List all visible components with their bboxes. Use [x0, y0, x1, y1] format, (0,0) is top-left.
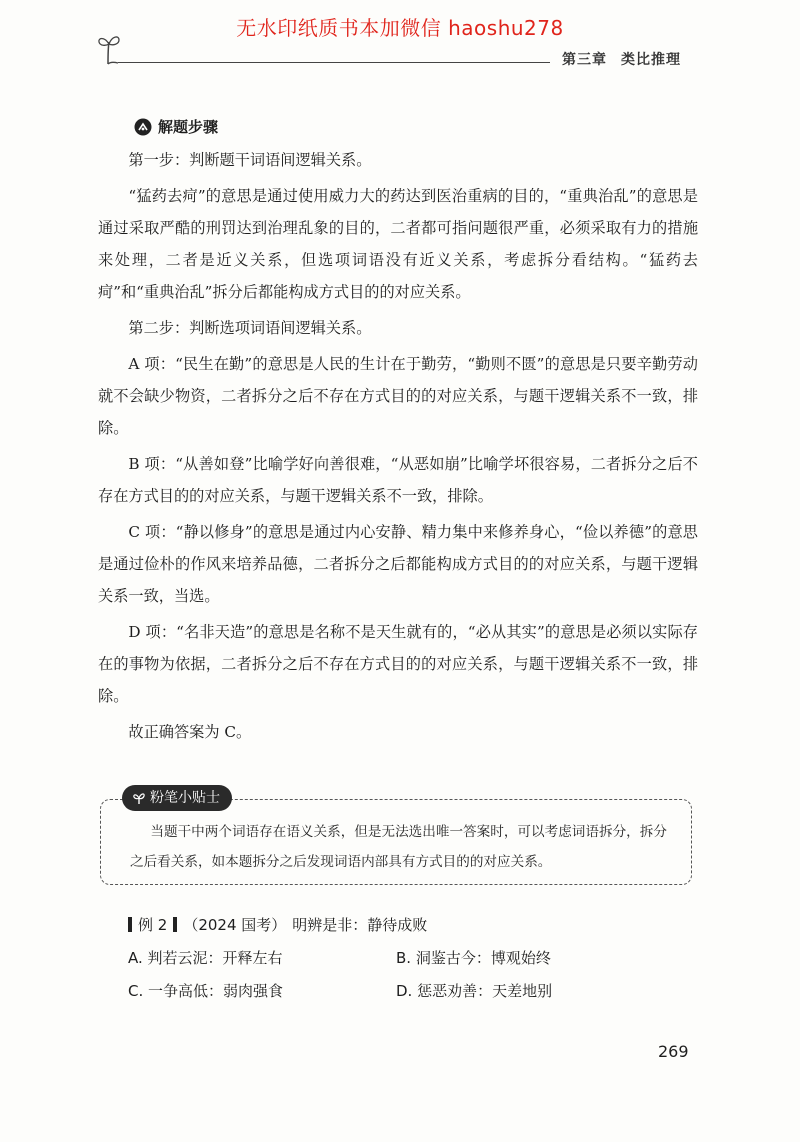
option-b: B. 洞鉴古今：博观始终	[396, 949, 551, 967]
option-d-analysis: D 项：“名非天造”的意思是名称不是天生就有的，“必从其实”的意思是必须以实际存在的事物为依据，二者拆分之后不存在方式目的的对应关系，与题干逻辑关系不一致，排除。	[98, 623, 698, 705]
tip-label	[122, 785, 232, 811]
example-question	[128, 914, 688, 1001]
example-header	[128, 914, 688, 935]
tip-label-text: 粉笔小贴士	[150, 790, 220, 806]
header-rule	[118, 62, 550, 63]
example-number: 例 2	[138, 916, 168, 934]
option-a: A. 判若云泥：开释左右	[128, 949, 283, 967]
watermark-text: 无水印纸质书本加微信 haoshu278	[236, 16, 564, 40]
answer-statement: 故正确答案为 C。	[128, 723, 252, 741]
chapter-label: 第三章	[562, 52, 607, 68]
chapter-header	[562, 49, 681, 69]
option-b-analysis: B 项：“从善如登”比喻学好向善很难，“从恶如崩”比喻学坏很容易，二者拆分之后不存在方式目的的对应关系，与题干逻辑关系不一致，排除。	[98, 455, 698, 505]
bar-marker-icon	[128, 917, 132, 932]
option-c: C. 一争高低：弱肉强食	[128, 982, 284, 1000]
example-options	[128, 947, 688, 1001]
section-title	[134, 116, 218, 137]
solution-icon	[134, 118, 152, 136]
option-a-analysis: A 项：“民生在勤”的意思是人民的生计在于勤劳，“勤则不匮”的意思是只要辛勤劳动就不会缺少物资，二者拆分之后不存在方式目的的对应关系，与题干逻辑关系不一致，排除。	[98, 355, 698, 437]
step-two: 第二步：判断选项词语间逻辑关系。	[128, 319, 372, 337]
page-number: 269	[658, 1042, 689, 1061]
option-c-analysis: C 项：“静以修身”的意思是通过内心安静、精力集中来修养身心，“俭以养德”的意思是通过俭朴的作风来培养品德，二者拆分之后都能构成方式目的的对应关系，与题干逻辑关系一致，当选。	[98, 523, 698, 605]
example-stem: 明辨是非：静待成败	[292, 916, 428, 934]
solution-body	[98, 144, 698, 752]
section-title-text: 解题步骤	[158, 118, 219, 136]
tip-text: 当题干中两个词语存在语义关系，但是无法选出唯一答案时，可以考虑词语拆分，拆分之后看关系，如本题拆分之后发现词语内部具有方式目的的对应关系。	[130, 824, 667, 870]
chapter-title: 类比推理	[621, 52, 681, 68]
analysis-stem: “猛药去疴”的意思是通过使用威力大的药达到医治重病的目的，“重典治乱”的意思是通过采取严酷的刑罚达到治理乱象的目的，二者都可指问题很严重，必须采取有力的措施来处理，二者是近义关系，但选项词语没有近义关系，考虑拆分看结构。“猛药去疴”和“重典治乱”拆分后都能构成方式目的的对应关系。	[98, 187, 698, 301]
sprout-icon	[132, 791, 146, 805]
bar-marker-icon	[173, 917, 177, 932]
sprout-icon	[96, 32, 122, 66]
step-one: 第一步：判断题干词语间逻辑关系。	[128, 151, 372, 169]
example-source: （2024 国考）	[183, 916, 287, 934]
option-d: D. 惩恶劝善：天差地别	[396, 982, 553, 1000]
